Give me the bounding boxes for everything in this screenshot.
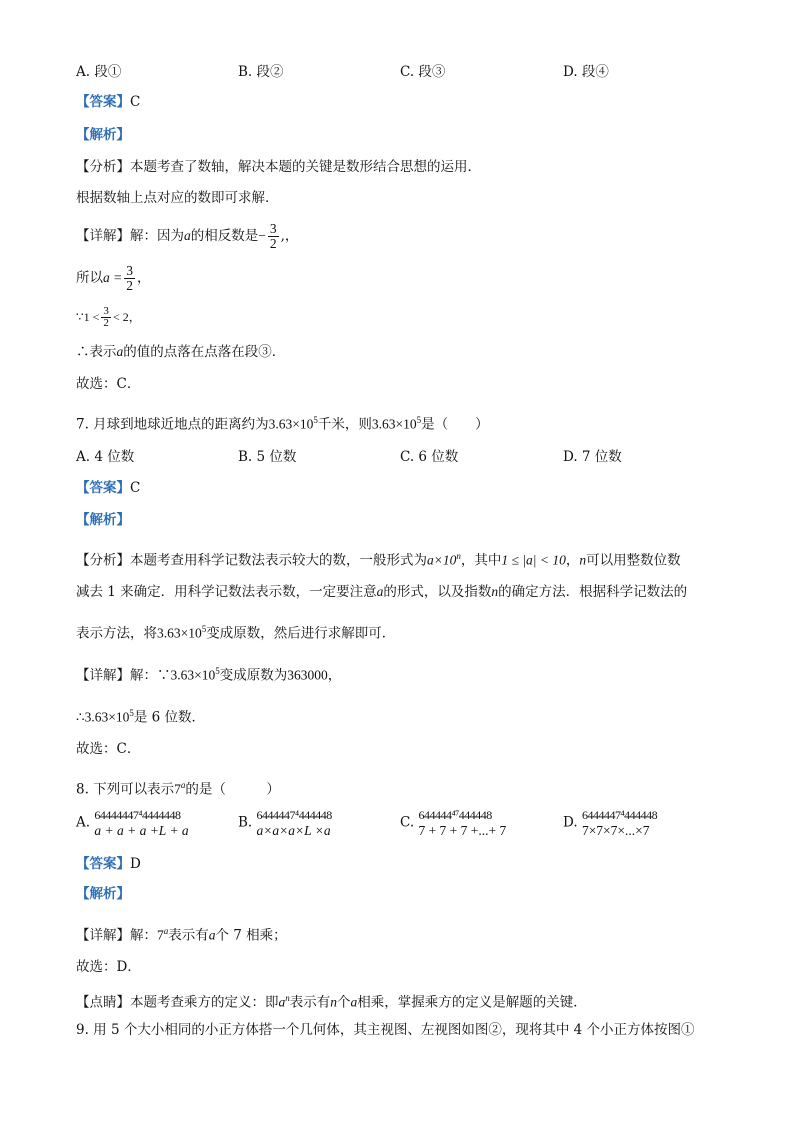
option-label: C.: [400, 814, 415, 831]
q6-therefore-line: [76, 342, 285, 362]
answer-value: C: [130, 480, 141, 496]
fenxi-text: 减去 1 来确定．用科学记数法表示数，一定要注意: [76, 584, 377, 600]
q7-exp: 5: [201, 624, 207, 634]
fenxi-tag: 【分析】: [76, 159, 130, 175]
xiangjie-mid: 的相反数是: [190, 228, 259, 244]
analysis-tag: 【解析】: [76, 512, 130, 528]
fenxi-text: 的形式，以及指数: [383, 584, 492, 600]
comma: ，: [128, 310, 141, 324]
therefore-text: 是 6 位数．: [133, 709, 206, 726]
q6-ineq-line: [76, 306, 141, 329]
answer-value: D: [130, 856, 141, 872]
q8-exp: a: [163, 926, 169, 936]
q8-answer-line: [76, 854, 141, 874]
q7-option-d: D. 7 位数: [563, 449, 622, 465]
brace-text: 644444⁴⁷444448: [418, 808, 492, 822]
var-n-exp: n: [285, 993, 290, 1003]
q6-option-a: A. 段①: [76, 64, 122, 80]
q8-option-d: [563, 808, 657, 838]
q7-option-a: A. 4 位数: [76, 449, 135, 465]
answer-tag: 【答案】: [76, 856, 130, 872]
q8-exp: a: [180, 780, 186, 790]
option-expr: [257, 808, 332, 838]
xiangjie-text: 个 7 相乘；: [215, 927, 287, 944]
xiangjie-value: 363000: [287, 667, 328, 683]
q6-option-d: D. 段④: [563, 64, 609, 80]
ineq-left: 1 <: [83, 310, 100, 324]
var-n: n: [491, 584, 499, 599]
xiangjie-text: 表示有: [168, 927, 209, 944]
q8-analysis-tag: [76, 884, 130, 904]
analysis-tag: 【解析】: [76, 127, 130, 143]
xiangjie-text: 解：: [130, 927, 157, 944]
fraction: [268, 222, 279, 251]
var-a: a: [184, 228, 191, 243]
sci-form: a×10: [427, 552, 457, 568]
q7-answer-line: [76, 478, 140, 498]
q8-option-a: [76, 808, 189, 838]
ineq-right: < 2: [112, 310, 129, 324]
q7-stem-pre: 7. 月球到地球近地点的距离约为: [76, 416, 269, 433]
q7-stem-mid: 千米，则: [317, 416, 372, 433]
fenxi-text: ，其中: [460, 552, 502, 569]
q7-exp: 5: [416, 415, 422, 425]
xiangjie-tag: 【详解】: [76, 927, 130, 944]
q7-num: 3.63×10: [268, 416, 314, 432]
fraction: [124, 264, 135, 293]
option-expr: [582, 808, 657, 838]
fenxi-text: ，: [565, 552, 580, 569]
q6-analysis-tag: [76, 125, 130, 145]
condition: 1 ≤ |a| < 10: [501, 552, 566, 568]
fenxi-tag: 【分析】: [76, 552, 130, 569]
fraction: [101, 306, 111, 329]
q7-num: 3.63×10: [84, 709, 130, 725]
fenxi-text: 的确定方法．根据科学记数法的: [498, 584, 688, 600]
xiangjie-post: ,，: [280, 228, 299, 244]
q6-suoyi-line: [76, 264, 151, 293]
fenxi-text: 本题考查了数轴，解决本题的关键是数形结合思想的运用．: [130, 159, 481, 175]
q7-num: 3.63×10: [170, 667, 216, 683]
dianjing-text: 本题考查乘方的定义：即: [130, 994, 279, 1011]
option-label: A.: [76, 814, 91, 831]
q6-option-c: C. 段③: [400, 64, 446, 80]
q6-option-b: B. 段②: [238, 64, 284, 80]
because: ∵: [76, 310, 84, 324]
var-a: a: [376, 584, 384, 599]
answer-value: C: [130, 94, 141, 110]
fenxi-text: 表示方法，将: [76, 625, 157, 642]
q7-fenxi-line3: [76, 619, 395, 644]
neg-sign: −: [258, 228, 266, 243]
q7-fenxi-line2: [76, 582, 687, 602]
q8-choose: 故选：D．: [76, 959, 141, 975]
xiangjie-text: ，: [327, 667, 342, 684]
var-a: a: [350, 994, 358, 1010]
q7-analysis-tag: [76, 510, 130, 530]
q7-exp: 5: [129, 708, 134, 718]
answer-tag: 【答案】: [76, 94, 130, 110]
q7-fenxi-line1: [76, 546, 681, 571]
eq: a =: [103, 270, 123, 285]
q8-xiangjie-line: [76, 921, 287, 946]
q7-option-c: C. 6 位数: [400, 449, 459, 465]
var-n: n: [330, 994, 337, 1010]
q7-exp: 5: [313, 415, 318, 425]
frac-den: 2: [126, 278, 133, 293]
q7-option-b: B. 5 位数: [238, 449, 297, 465]
brace-text: 6444447⁴444448: [256, 808, 332, 822]
option-expr: [94, 808, 188, 838]
q8-base: 7: [157, 927, 164, 943]
option-expr: [418, 808, 506, 838]
expr: a + a + a +L + a: [94, 823, 189, 838]
frac-num: 3: [103, 305, 109, 317]
q7-exp: 5: [215, 666, 220, 676]
q8-base: 7: [174, 781, 181, 797]
var-a: a: [116, 344, 124, 359]
var-a: a: [208, 927, 216, 943]
frac-den: 2: [269, 236, 277, 251]
suoyi-pre: 所以: [76, 270, 103, 286]
brace-text: 6444447⁴444448: [581, 808, 658, 822]
fenxi-text: 变成原数，然后进行求解即可．: [206, 625, 396, 642]
dianjing-text: 表示有: [289, 994, 331, 1011]
q6-xiangjie-line: [76, 222, 298, 251]
q6-line2: 根据数轴上点对应的数即可求解．: [76, 190, 279, 206]
therefore-pre: ∴表示: [76, 344, 117, 360]
q8-stem-pre: 8. 下列可以表示: [76, 781, 175, 798]
q7-xiangjie-line: [76, 661, 341, 686]
option-label: D.: [563, 814, 578, 831]
fenxi-text: 本题考查用科学记数法表示较大的数，一般形式为: [130, 552, 427, 569]
q8-stem-post: 的是（ ）: [185, 781, 280, 798]
fenxi-text: 可以用整数位数: [586, 552, 681, 569]
frac-den: 2: [103, 317, 109, 329]
q7-choose: 故选：C．: [76, 741, 141, 757]
q7-therefore-line: [76, 703, 205, 728]
var-n: n: [579, 552, 587, 568]
q9-stem: 9. 用 5 个大小相同的小正方体搭一个几何体，其主视图、左视图如图②，现将其中 4 个小正方体按图①: [76, 1022, 695, 1038]
dianjing-tag: 【点睛】: [76, 994, 130, 1011]
sci-exp: n: [456, 551, 461, 561]
option-label: B.: [238, 814, 253, 831]
dianjing-text: 相乘，掌握乘方的定义是解题的关键．: [357, 994, 587, 1011]
xiangjie-tag: 【详解】: [76, 228, 130, 244]
xiangjie-text: 解：∵: [130, 667, 171, 684]
frac-num: 3: [126, 263, 133, 278]
expr: 7 + 7 + 7 +...+ 7: [418, 823, 507, 838]
analysis-tag: 【解析】: [76, 886, 130, 902]
xiangjie-tag: 【详解】: [76, 667, 130, 684]
q8-stem: [76, 775, 280, 800]
xiangjie-text: 变成原数为: [219, 667, 288, 684]
q7-stem-post: 是（ ）: [421, 416, 489, 433]
comma: ，: [137, 270, 151, 286]
expr: a×a×a×L ×a: [256, 823, 331, 838]
q6-choose: 故选：C．: [76, 376, 141, 392]
therefore-post: 的值的点落在点落在段③．: [123, 344, 286, 360]
frac-num: 3: [269, 221, 277, 236]
answer-tag: 【答案】: [76, 480, 130, 496]
q7-stem: [76, 410, 489, 435]
expr: 7×7×7×...×7: [581, 823, 650, 838]
q8-dianjing-line: [76, 988, 587, 1013]
q8-option-b: [238, 808, 332, 838]
q6-fenxi-line: [76, 157, 481, 177]
dianjing-text: 个: [337, 994, 351, 1011]
q7-num: 3.63×10: [371, 416, 417, 432]
xiangjie-pre: 解：因为: [130, 228, 184, 244]
q6-answer-line: [76, 92, 140, 112]
q8-option-c: [400, 808, 506, 838]
q7-num: 3.63×10: [157, 625, 202, 641]
brace-text: 64444447⁴4444448: [94, 808, 181, 822]
var-a: a: [278, 994, 286, 1010]
therefore: ∴: [76, 709, 85, 726]
